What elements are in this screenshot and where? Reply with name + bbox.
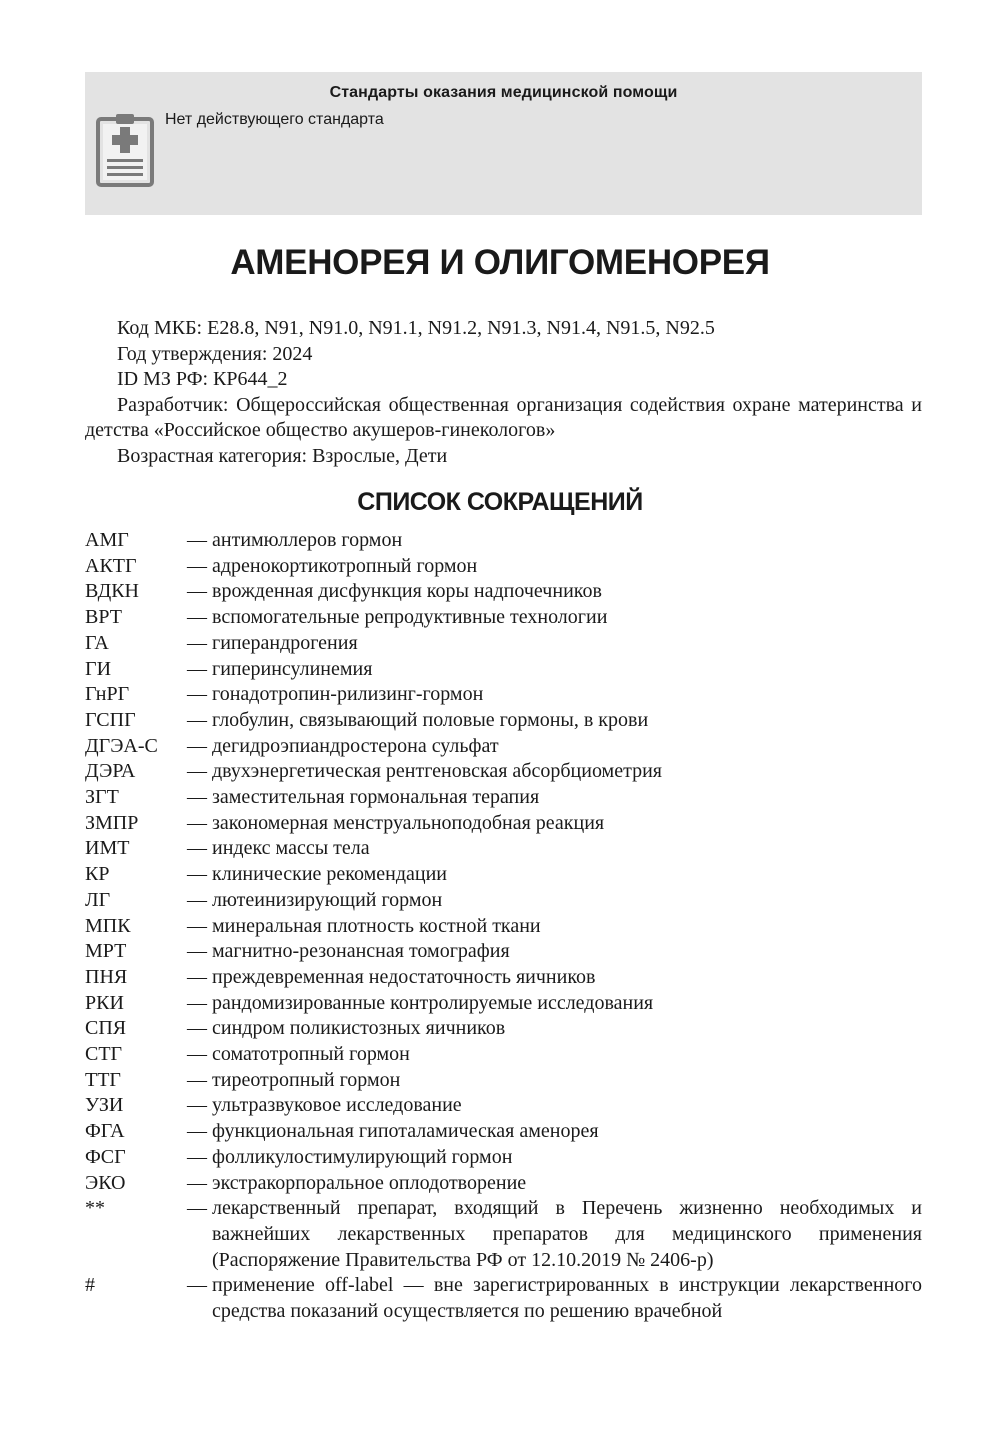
abbreviation-term: СТГ	[85, 1043, 123, 1066]
abbreviation-term: ВРТ	[85, 606, 122, 629]
approval-year: Год утверждения: 2024	[117, 342, 313, 365]
abbreviation-term: АМГ	[85, 529, 129, 551]
abbreviation-dash: —	[187, 1043, 207, 1066]
abbreviation-dash: —	[187, 786, 207, 809]
abbreviation-dash: —	[187, 1068, 207, 1091]
abbreviation-row	[85, 914, 922, 940]
abbreviation-dash: —	[187, 631, 207, 654]
abbreviation-definition: тиреотропный гормон	[212, 1068, 401, 1091]
abbreviation-term: МПК	[85, 914, 131, 937]
abbreviation-term: УЗИ	[85, 1094, 124, 1117]
abbreviation-term: ЛГ	[85, 888, 111, 911]
abbreviation-definition: дегидроэпиандростерона сульфат	[212, 734, 499, 757]
abbreviation-term: РКИ	[85, 991, 124, 1014]
abbreviation-term: ДЭРА	[85, 760, 136, 783]
age-category: Возрастная категория: Взрослые, Дети	[117, 444, 448, 467]
standards-box	[85, 72, 922, 215]
abbreviation-term: ЗМПР	[85, 811, 139, 834]
abbreviation-definition: соматотропный гормон	[212, 1043, 410, 1066]
abbreviation-definition: лютеинизирующий гормон	[212, 888, 443, 911]
abbreviation-term: ЗГТ	[85, 786, 119, 809]
abbreviation-term: #	[85, 1274, 95, 1297]
abbreviation-dash: —	[187, 1017, 207, 1040]
abbreviation-dash: —	[187, 914, 207, 937]
abbreviation-dash: —	[187, 606, 207, 629]
abbreviation-row	[85, 811, 922, 837]
abbreviation-definition: заместительная гормональная терапия	[212, 786, 540, 809]
abbreviation-term: СПЯ	[85, 1017, 127, 1040]
abbreviation-dash: —	[187, 529, 207, 551]
abbreviation-row	[85, 965, 922, 991]
developer: Разработчик: Общероссийская общественная организация содействия охране материнства и детства «Российское общество акушеров-гинекологов»	[85, 393, 922, 441]
abbreviation-dash: —	[187, 1197, 207, 1220]
abbreviation-dash: —	[187, 888, 207, 911]
abbreviation-dash: —	[187, 991, 207, 1014]
abbreviation-definition: клинические рекомендации	[212, 863, 448, 886]
abbreviation-definition: адренокортикотропный гормон	[212, 554, 478, 577]
abbreviation-row	[85, 1171, 922, 1197]
abbreviation-row	[85, 1016, 922, 1042]
abbreviation-term: ГСПГ	[85, 708, 136, 731]
abbreviation-dash: —	[187, 863, 207, 886]
abbreviation-dash: —	[187, 760, 207, 783]
abbreviation-term: **	[85, 1197, 105, 1220]
abbreviation-row	[85, 554, 922, 580]
abbreviation-definition: применение off-label — вне зарегистрированных в инструкции лекарственного средства показаний осуществляется по решению врачебной	[212, 1274, 922, 1323]
abbreviation-definition: врожденная дисфункция коры надпочечников	[212, 580, 602, 603]
abbreviation-definition: синдром поликистозных яичников	[212, 1017, 506, 1040]
abbreviation-row	[85, 1196, 922, 1273]
abbreviation-term: ГнРГ	[85, 683, 130, 706]
abbreviation-row	[85, 1093, 922, 1119]
abbreviation-row	[85, 734, 922, 760]
document-title: АМЕНОРЕЯ И ОЛИГОМЕНОРЕЯ	[230, 243, 770, 282]
abbreviation-definition: глобулин, связывающий половые гормоны, в крови	[212, 708, 649, 731]
abbreviation-term: ФСГ	[85, 1145, 126, 1168]
abbreviation-term: ФГА	[85, 1120, 125, 1143]
abbreviation-definition: двухэнергетическая рентгеновская абсорбциометрия	[212, 760, 662, 783]
abbreviation-dash: —	[187, 965, 207, 988]
abbreviation-row	[85, 991, 922, 1017]
abbreviation-term: МРТ	[85, 940, 127, 963]
abbreviation-row	[85, 528, 922, 554]
icd-code: Код МКБ: E28.8, N91, N91.0, N91.1, N91.2, N91.3, N91.4, N91.5, N92.5	[117, 317, 715, 339]
abbreviation-row	[85, 708, 922, 734]
abbreviation-definition: фолликулостимулирующий гормон	[212, 1145, 513, 1168]
abbreviation-dash: —	[187, 683, 207, 706]
abbreviation-row	[85, 682, 922, 708]
abbreviation-definition: гиперинсулинемия	[212, 657, 373, 680]
abbreviation-dash: —	[187, 940, 207, 963]
abbreviation-dash: —	[187, 554, 207, 577]
abbreviation-definition: гонадотропин-рилизинг-гормон	[212, 683, 484, 706]
abbreviation-row	[85, 1042, 922, 1068]
abbreviation-row	[85, 1119, 922, 1145]
abbreviation-definition: ультразвуковое исследование	[212, 1094, 462, 1117]
abbreviation-dash: —	[187, 1274, 207, 1297]
abbreviation-row	[85, 1273, 922, 1324]
abbreviation-row	[85, 939, 922, 965]
abbreviation-dash: —	[187, 1094, 207, 1117]
standards-status: Нет действующего стандарта	[165, 111, 384, 128]
abbreviation-definition: индекс массы тела	[212, 837, 370, 860]
abbreviations-list	[85, 528, 922, 1325]
abbreviation-term: ПНЯ	[85, 965, 128, 988]
abbreviation-dash: —	[187, 1145, 207, 1168]
abbreviation-definition: рандомизированные контролируемые исследования	[212, 991, 654, 1014]
abbreviation-definition: лекарственный препарат, входящий в Перечень жизненно необходимых и важнейших лекарственных препаратов для медицинского применения (Распоряжение Правительства РФ от 12.10.2019 № 2406-р)	[212, 1197, 922, 1271]
abbreviation-term: ИМТ	[85, 837, 130, 860]
mz-id: ID МЗ РФ: КР644_2	[117, 368, 288, 390]
abbreviation-term: ДГЭА-С	[85, 734, 158, 757]
abbreviation-row	[85, 785, 922, 811]
abbreviation-dash: —	[187, 1120, 207, 1143]
standards-title: Стандарты оказания медицинской помощи	[329, 84, 678, 101]
abbreviation-row	[85, 631, 922, 657]
abbreviation-dash: —	[187, 580, 207, 603]
abbreviation-row	[85, 888, 922, 914]
abbreviation-dash: —	[187, 734, 207, 757]
abbreviation-definition: гиперандрогения	[212, 631, 358, 654]
abbreviation-row	[85, 1068, 922, 1094]
abbreviation-term: ТТГ	[85, 1068, 121, 1091]
abbreviation-dash: —	[187, 837, 207, 860]
document-meta	[85, 316, 922, 469]
abbreviation-term: ГИ	[85, 657, 112, 680]
abbreviation-row	[85, 836, 922, 862]
abbreviation-row	[85, 1145, 922, 1171]
abbreviation-row	[85, 862, 922, 888]
abbreviation-definition: магнитно-резонансная томография	[212, 940, 510, 963]
abbreviation-term: КР	[85, 863, 110, 886]
abbreviation-dash: —	[187, 1171, 207, 1194]
abbreviation-term: ЭКО	[85, 1171, 126, 1194]
abbreviation-definition: минеральная плотность костной ткани	[212, 914, 541, 937]
abbreviation-dash: —	[187, 708, 207, 731]
abbreviation-definition: функциональная гипоталамическая аменорея	[212, 1120, 599, 1143]
abbreviation-row	[85, 657, 922, 683]
abbreviation-row	[85, 759, 922, 785]
abbreviation-definition: экстракорпоральное оплодотворение	[212, 1171, 527, 1194]
abbreviation-term: ВДКН	[85, 580, 140, 603]
abbreviation-row	[85, 579, 922, 605]
abbreviation-definition: антимюллеров гормон	[212, 529, 403, 551]
clipboard-medical-icon	[95, 112, 155, 188]
abbreviation-row	[85, 605, 922, 631]
abbreviation-term: ГА	[85, 631, 109, 654]
abbreviation-definition: преждевременная недостаточность яичников	[212, 965, 596, 988]
abbreviation-dash: —	[187, 811, 207, 834]
abbreviation-dash: —	[187, 657, 207, 680]
abbreviation-term: АКТГ	[85, 554, 137, 577]
abbreviations-title: СПИСОК СОКРАЩЕНИЙ	[357, 488, 643, 516]
abbreviation-definition: закономерная менструальноподобная реакция	[212, 811, 605, 834]
abbreviation-definition: вспомогательные репродуктивные технологии	[212, 606, 608, 629]
